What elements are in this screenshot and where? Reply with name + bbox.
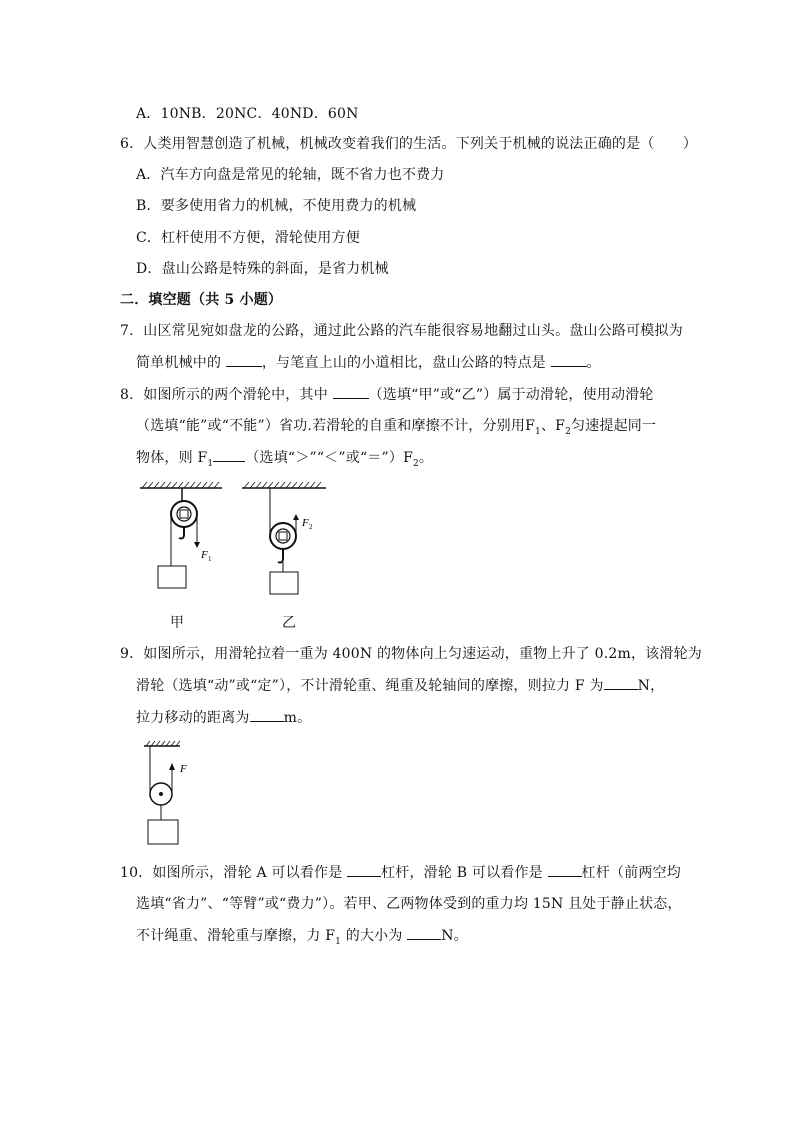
q9-line1: 9．如图所示，用滑轮拉着一重为 400N 的物体向上匀速运动，重物上升了 0.2m，该滑轮为 — [120, 646, 702, 662]
q10-line1: 10．如图所示，滑轮 A 可以看作是 杠杆，滑轮 B 可以看作是 杠杆（前两空均 — [120, 862, 681, 883]
pulley-jia-figure — [138, 478, 228, 598]
figure-label-jia: 甲 — [170, 615, 184, 631]
answer-blank[interactable] — [347, 862, 381, 877]
figure-label-yi: 乙 — [282, 615, 296, 631]
q9-line3: 拉力移动的距离为 m。 — [136, 707, 311, 728]
answer-blank[interactable] — [604, 675, 638, 690]
force-label-f1: F — [201, 549, 208, 561]
answer-blank[interactable] — [213, 447, 245, 462]
force-label-f2: F — [302, 517, 309, 529]
force-label-f: F — [180, 763, 187, 775]
q10-line3: 不计绳重、滑轮重与摩擦，力 $F_1$ 的大小为 N。 — [136, 925, 468, 952]
answer-blank[interactable] — [407, 925, 441, 940]
q7-line1: 7．山区常见宛如盘龙的公路，通过此公路的汽车能很容易地翻过山头。盘山公路可模拟为 — [120, 323, 683, 339]
q8-line2: （选填“能”或“不能”）省功.若滑轮的自重和摩擦不计，分别用$F_1$、$F_2$匀速提起同一 — [136, 418, 657, 437]
answer-blank[interactable] — [250, 707, 284, 722]
q6-stem: 6．人类用智慧创造了机械，机械改变着我们的生活。下列关于机械的说法正确的是（ ） — [120, 136, 698, 152]
q5-options: A．10NB．20NC．40ND．60N — [136, 106, 359, 122]
svg-text:2: 2 — [309, 523, 313, 531]
q10-line2: 选填“省力”、“等臂”或“费力”）。若甲、乙两物体受到的重力均 15N 且处于静止状态， — [136, 896, 682, 912]
answer-blank[interactable] — [548, 862, 582, 877]
q6-option-a: A．汽车方向盘是常见的轮轴，既不省力也不费力 — [136, 167, 445, 183]
svg-text:1: 1 — [208, 555, 212, 563]
q8-line3: 物体，则 $F_1$ （选填“＞”“＜”或“$=”)F_2$。 — [136, 447, 433, 474]
q8-line1: 8．如图所示的两个滑轮中，其中 （选填“甲”或“乙”）属于动滑轮，使用动滑轮 — [120, 384, 654, 405]
answer-blank[interactable] — [551, 352, 587, 367]
q6-option-b: B．要多使用省力的机械，不使用费力的机械 — [136, 198, 417, 214]
section-title: 二．填空题（共 5 小题） — [120, 292, 283, 308]
pulley-yi-figure — [240, 474, 330, 600]
pulley-q9-figure — [140, 738, 200, 850]
q9-line2: 滑轮（选填“动”或“定”），不计滑轮重、绳重及轮轴间的摩擦，则拉力 F 为 N， — [136, 675, 664, 696]
q6-option-d: D．盘山公路是特殊的斜面，是省力机械 — [136, 261, 389, 277]
q7-line2: 简单机械中的 ，与笔直上山的小道相比，盘山公路的特点是 。 — [136, 352, 601, 373]
q6-option-c: C．杠杆使用不方便，滑轮使用方便 — [136, 230, 360, 246]
answer-blank[interactable] — [226, 352, 262, 367]
answer-blank[interactable] — [333, 384, 369, 399]
